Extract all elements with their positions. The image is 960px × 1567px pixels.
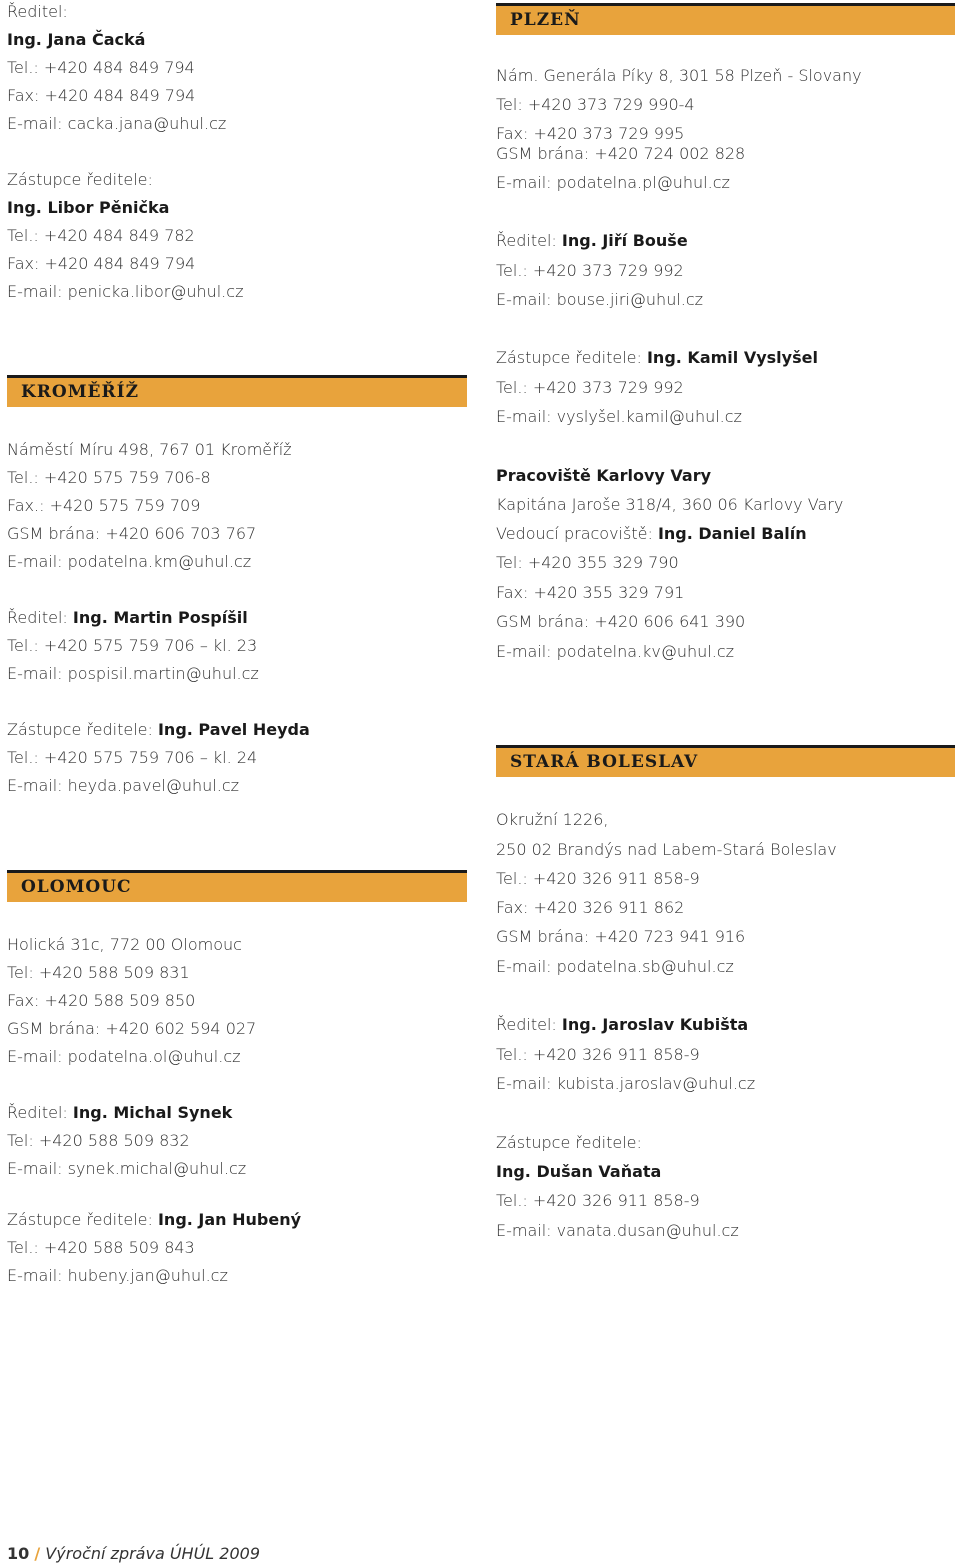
deputy-tel: Tel.: +420 484 849 782 (7, 226, 195, 245)
deputy-label: Zástupce ředitele: (7, 170, 153, 189)
director-email: E-mail: cacka.jana@uhul.cz (7, 114, 227, 133)
plzen-tel: Tel: +420 373 729 990-4 (496, 95, 695, 114)
sb-deputy-tel: Tel.: +420 326 911 858-9 (496, 1191, 700, 1210)
plzen-director-email: E-mail: bouse.jiri@uhul.cz (496, 290, 704, 309)
olomouc-email: E-mail: podatelna.ol@uhul.cz (7, 1047, 241, 1066)
kromeriz-email: E-mail: podatelna.km@uhul.cz (7, 552, 252, 571)
sb-director (496, 1014, 748, 1036)
section-heading-olomouc: OLOMOUC (7, 870, 467, 902)
plzen-director-tel: Tel.: +420 373 729 992 (496, 261, 684, 280)
sb-gsm: GSM brána: +420 723 941 916 (496, 927, 746, 946)
deputy-label: Zástupce ředitele: (496, 348, 642, 367)
director-label: Ředitel: (496, 231, 557, 250)
plzen-email: E-mail: podatelna.pl@uhul.cz (496, 173, 730, 192)
section-heading-stara-boleslav: STARÁ BOLESLAV (496, 745, 955, 777)
deputy-label: Zástupce ředitele: (7, 720, 153, 739)
director-label: Ředitel: (496, 1015, 557, 1034)
kromeriz-director-email: E-mail: pospisil.martin@uhul.cz (7, 664, 259, 683)
olomouc-deputy-email: E-mail: hubeny.jan@uhul.cz (7, 1266, 228, 1285)
branch-tel: Tel: +420 355 329 790 (496, 553, 679, 572)
kromeriz-address: Náměstí Míru 498, 767 01 Kroměříž (7, 440, 292, 459)
deputy-name: Ing. Pavel Heyda (157, 720, 310, 739)
kromeriz-director (7, 607, 248, 629)
sb-deputy-email: E-mail: vanata.dusan@uhul.cz (496, 1221, 739, 1240)
sb-tel: Tel.: +420 326 911 858-9 (496, 869, 700, 888)
footer-separator: / (34, 1544, 41, 1563)
branch-gsm: GSM brána: +420 606 641 390 (496, 612, 746, 631)
olomouc-director-tel: Tel: +420 588 509 832 (7, 1131, 190, 1150)
sb-email: E-mail: podatelna.sb@uhul.cz (496, 957, 734, 976)
director-name: Ing. Jaroslav Kubišta (561, 1015, 749, 1034)
olomouc-gsm: GSM brána: +420 602 594 027 (7, 1019, 257, 1038)
director-label: Ředitel: (7, 1103, 68, 1122)
page-footer (7, 1543, 260, 1565)
branch-head-name: Ing. Daniel Balín (657, 524, 807, 543)
plzen-deputy-email: E-mail: vyslyšel.kamil@uhul.cz (496, 407, 742, 426)
sb-fax: Fax: +420 326 911 862 (496, 898, 685, 917)
branch-head (496, 523, 807, 545)
plzen-deputy (496, 347, 818, 369)
publication-title: Výroční zpráva ÚHÚL 2009 (45, 1544, 261, 1563)
olomouc-fax: Fax: +420 588 509 850 (7, 991, 196, 1010)
kromeriz-tel: Tel.: +420 575 759 706-8 (7, 468, 211, 487)
deputy-name: Ing. Kamil Vyslyšel (646, 348, 818, 367)
deputy-label: Zástupce ředitele: (7, 1210, 153, 1229)
olomouc-address: Holická 31c, 772 00 Olomouc (7, 935, 242, 954)
kromeriz-fax: Fax.: +420 575 759 709 (7, 496, 201, 515)
sb-address-2: 250 02 Brandýs nad Labem-Stará Boleslav (496, 840, 837, 859)
plzen-gsm: GSM brána: +420 724 002 828 (496, 144, 746, 163)
branch-fax: Fax: +420 355 329 791 (496, 583, 685, 602)
sb-director-tel: Tel.: +420 326 911 858-9 (496, 1045, 700, 1064)
director-name: Ing. Jiří Bouše (561, 231, 688, 250)
sb-deputy-name: Ing. Dušan Vaňata (496, 1162, 662, 1181)
director-name: Ing. Martin Pospíšil (72, 608, 248, 627)
branch-address: Kapitána Jaroše 318/4, 360 06 Karlovy Vary (496, 495, 844, 514)
olomouc-director (7, 1102, 232, 1124)
section-heading-plzen: PLZEŇ (496, 3, 955, 35)
kromeriz-deputy (7, 719, 310, 741)
olomouc-tel: Tel: +420 588 509 831 (7, 963, 190, 982)
page-number: 10 (7, 1544, 30, 1563)
plzen-director (496, 230, 688, 252)
branch-email: E-mail: podatelna.kv@uhul.cz (496, 642, 735, 661)
olomouc-deputy (7, 1209, 301, 1231)
branch-title: Pracoviště Karlovy Vary (496, 466, 712, 485)
kromeriz-director-tel: Tel.: +420 575 759 706 – kl. 23 (7, 636, 258, 655)
kromeriz-deputy-tel: Tel.: +420 575 759 706 – kl. 24 (7, 748, 258, 767)
plzen-fax: Fax: +420 373 729 995 (496, 124, 685, 143)
director-name: Ing. Michal Synek (72, 1103, 233, 1122)
deputy-email: E-mail: penicka.libor@uhul.cz (7, 282, 244, 301)
section-heading-kromeriz: KROMĚŘÍŽ (7, 375, 467, 407)
kromeriz-gsm: GSM brána: +420 606 703 767 (7, 524, 257, 543)
sb-director-email: E-mail: kubista.jaroslav@uhul.cz (496, 1074, 756, 1093)
director-label: Ředitel: (7, 2, 68, 21)
olomouc-director-email: E-mail: synek.michal@uhul.cz (7, 1159, 247, 1178)
plzen-address: Nám. Generála Píky 8, 301 58 Plzeň - Slovany (496, 66, 862, 85)
director-label: Ředitel: (7, 608, 68, 627)
deputy-name: Ing. Jan Hubený (157, 1210, 302, 1229)
sb-address-1: Okružní 1226, (496, 810, 609, 829)
branch-head-label: Vedoucí pracoviště: (496, 524, 653, 543)
director-name: Ing. Jana Čacká (7, 30, 146, 49)
director-fax: Fax: +420 484 849 794 (7, 86, 196, 105)
plzen-deputy-tel: Tel.: +420 373 729 992 (496, 378, 684, 397)
olomouc-deputy-tel: Tel.: +420 588 509 843 (7, 1238, 195, 1257)
director-tel: Tel.: +420 484 849 794 (7, 58, 195, 77)
deputy-fax: Fax: +420 484 849 794 (7, 254, 196, 273)
sb-deputy-label: Zástupce ředitele: (496, 1133, 642, 1152)
kromeriz-deputy-email: E-mail: heyda.pavel@uhul.cz (7, 776, 240, 795)
deputy-name: Ing. Libor Pěnička (7, 198, 170, 217)
